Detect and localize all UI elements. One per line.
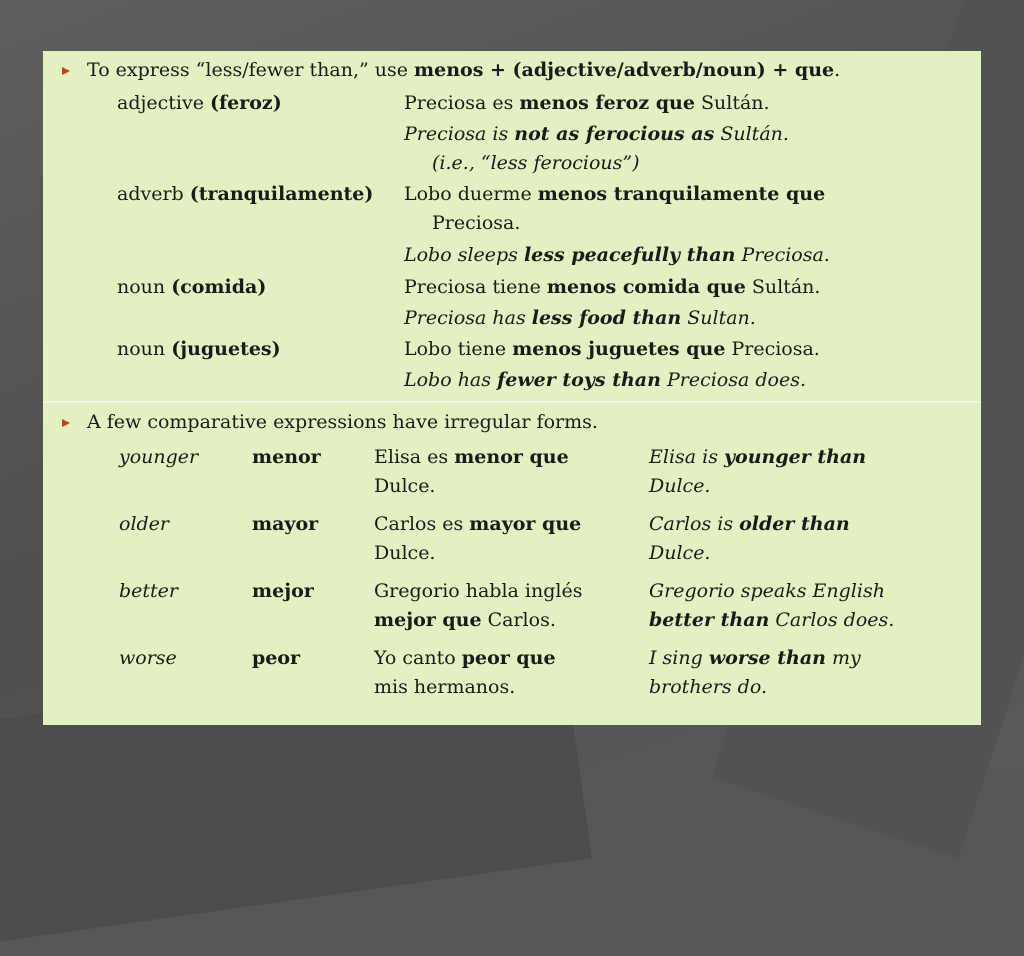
example-spanish-cont: mis hermanos.	[374, 676, 516, 698]
example-english: I sing worse than my	[649, 647, 861, 669]
example-english-cont: Dulce.	[649, 542, 711, 564]
example-english-cont: better than Carlos does.	[649, 609, 895, 631]
label-noun-juguetes: noun (juguetes)	[117, 338, 281, 360]
irregular-table	[43, 403, 981, 725]
example-spanish: Elisa es menor que	[374, 446, 569, 468]
example-english: Gregorio speaks English	[649, 580, 885, 602]
example-spanish: Preciosa es menos feroz que Sultán.	[404, 92, 770, 114]
example-english: Lobo has fewer toys than Preciosa does.	[404, 369, 806, 391]
triangle-bullet-icon	[62, 67, 70, 75]
example-spanish-cont: Preciosa.	[432, 212, 521, 234]
example-spanish-cont: Dulce.	[374, 542, 436, 564]
label-adjective: adjective (feroz)	[117, 92, 282, 114]
example-english-cont: brothers do.	[649, 676, 767, 698]
label-noun-comida: noun (comida)	[117, 276, 267, 298]
irregular-english-word: better	[119, 580, 179, 602]
example-spanish: Yo canto peor que	[374, 647, 556, 669]
example-spanish-cont: Dulce.	[374, 475, 436, 497]
example-english: Lobo sleeps less peacefully than Preciosa.	[404, 244, 830, 266]
irregular-spanish-word: mayor	[252, 513, 319, 535]
section2-intro: A few comparative expressions have irregular forms.	[87, 411, 598, 433]
example-spanish-cont: mejor que Carlos.	[374, 609, 556, 631]
example-note: (i.e., “less ferocious”)	[432, 152, 640, 174]
irregular-spanish-word: menor	[252, 446, 321, 468]
irregular-english-word: younger	[119, 446, 199, 468]
example-english: Elisa is younger than	[649, 446, 867, 468]
example-english: Preciosa has less food than Sultan.	[404, 307, 756, 329]
example-spanish: Lobo duerme menos tranquilamente que	[404, 183, 826, 205]
slide-content	[43, 51, 981, 725]
irregular-spanish-word: peor	[252, 647, 301, 669]
irregular-english-word: worse	[119, 647, 177, 669]
example-spanish: Gregorio habla inglés	[374, 580, 583, 602]
example-spanish: Preciosa tiene menos comida que Sultán.	[404, 276, 821, 298]
example-spanish: Carlos es mayor que	[374, 513, 582, 535]
irregular-spanish-word: mejor	[252, 580, 314, 602]
example-english: Preciosa is not as ferocious as Sultán.	[404, 123, 789, 145]
irregular-english-word: older	[119, 513, 170, 535]
section1-intro: To express “less/fewer than,” use menos + (adjective/adverb/noun) + que.	[87, 59, 841, 81]
example-english-cont: Dulce.	[649, 475, 711, 497]
label-adverb: adverb (tranquilamente)	[117, 183, 374, 205]
example-spanish: Lobo tiene menos juguetes que Preciosa.	[404, 338, 820, 360]
example-english: Carlos is older than	[649, 513, 850, 535]
section-less-than	[43, 51, 981, 399]
